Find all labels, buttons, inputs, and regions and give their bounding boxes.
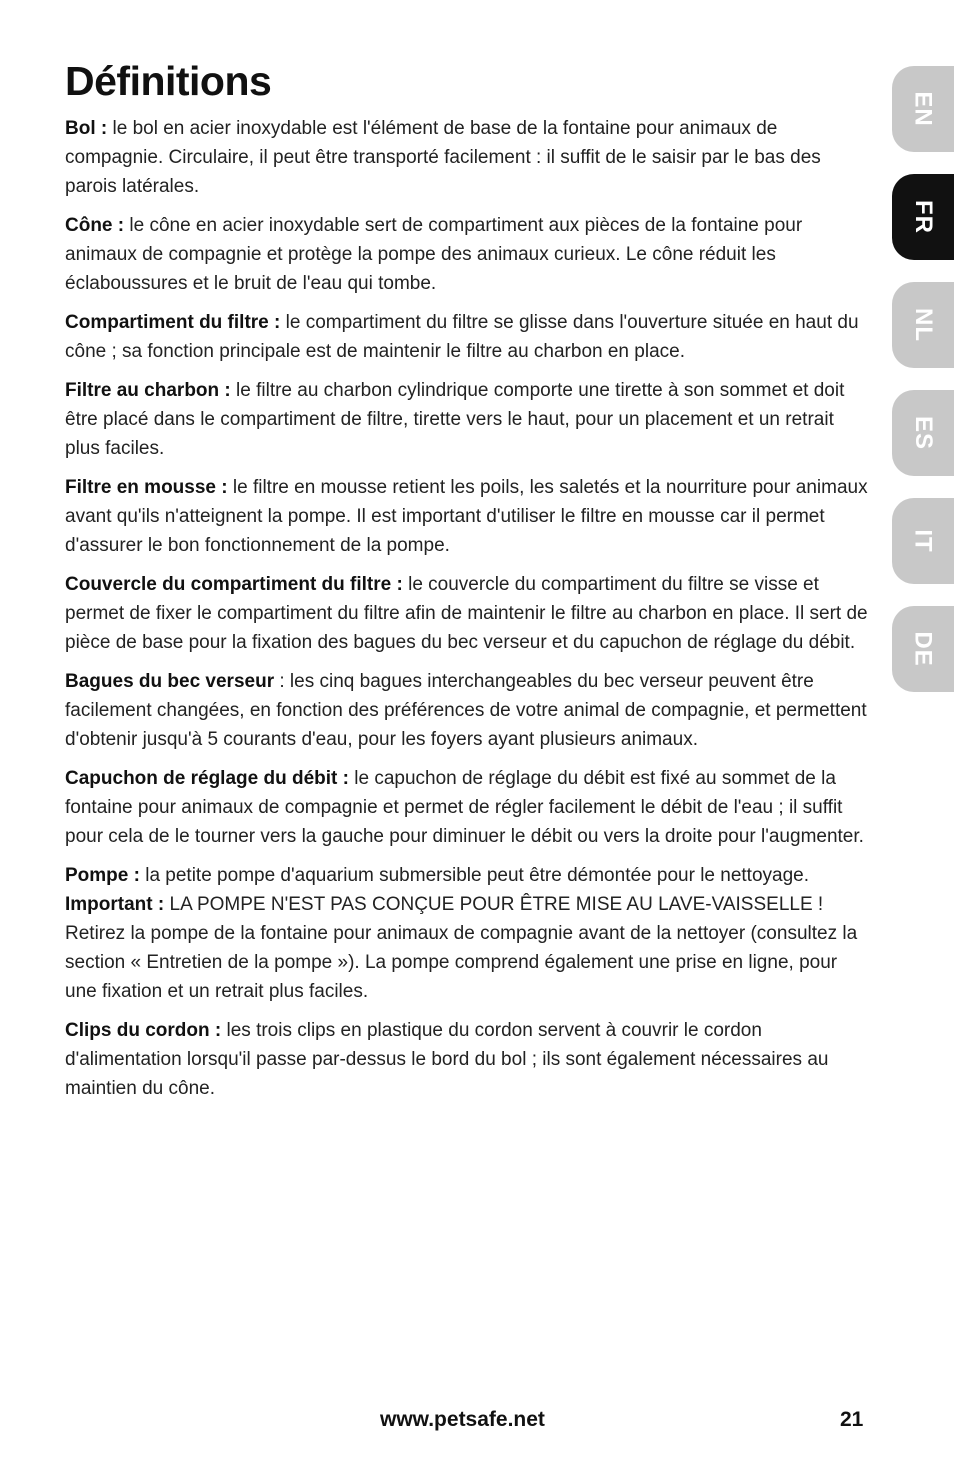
definition-bol <box>65 114 870 201</box>
definition-text: le bol en acier inoxydable est l'élément de base de la fontaine pour animaux de compagnie. Circulaire, il peut être transporté facilement : il suffit de le saisir par le bas des parois latérales. <box>65 118 821 197</box>
definition-term: Cône : <box>65 215 125 236</box>
definition-term: Filtre au charbon : <box>65 380 231 401</box>
definition-filtre-charbon <box>65 376 870 463</box>
definitions-list <box>65 114 870 1113</box>
definition-text: : les cinq bagues interchangeables du bec verseur peuvent être facilement changées, en fonction des préférences de votre animal de compagnie, et permettent d'obtenir jusqu'à 5 courants d'eau, pour les foyers ayant plusieurs animaux. <box>65 671 867 750</box>
definition-term: Couvercle du compartiment du filtre : <box>65 574 403 595</box>
footer-url: www.petsafe.net <box>380 1408 545 1431</box>
definition-bagues <box>65 667 870 754</box>
tab-es[interactable] <box>892 390 954 476</box>
page-number: 21 <box>840 1408 864 1431</box>
tab-it[interactable] <box>892 498 954 584</box>
tab-label: NL <box>910 308 937 342</box>
definition-text: le cône en acier inoxydable sert de compartiment aux pièces de la fontaine pour animaux de compagnie et protège la pompe des animaux curieux. Le cône réduit les éclaboussures et le bruit de l'eau qui tombe. <box>65 215 803 294</box>
definition-pompe <box>65 861 870 1006</box>
definition-term: Filtre en mousse : <box>65 477 228 498</box>
tab-label: DE <box>910 631 937 667</box>
definition-text: le couvercle du compartiment du filtre se visse et permet de fixer le compartiment du filtre afin de maintenir le filtre au charbon en place. Il sert de pièce de base pour la fixation des bagues du bec verseur et du capuchon de réglage du débit. <box>65 574 868 653</box>
tab-en[interactable] <box>892 66 954 152</box>
definition-text: la petite pompe d'aquarium submersible peut être démontée pour le nettoyage. <box>139 865 809 886</box>
definition-term: Bagues du bec verseur <box>65 671 275 692</box>
tab-fr[interactable] <box>892 174 954 260</box>
definition-text: le capuchon de réglage du débit est fixé au sommet de la fontaine pour animaux de compagnie et permet de régler facilement le débit de l'eau ; il suffit pour cela de le tourner vers la gauche pour diminuer le débit ou vers la droite pour l'augmenter. <box>65 768 864 847</box>
tab-de[interactable] <box>892 606 954 692</box>
definition-text-after: LA POMPE N'EST PAS CONÇUE POUR ÊTRE MISE AU LAVE-VAISSELLE ! Retirez la pompe de la fontaine pour animaux de compagnie avant de la nettoyer (consultez la section « Entretien de la pompe »). La pompe comprend également une prise en ligne, pour une fixation et un retrait plus faciles. <box>65 894 858 1002</box>
definition-filtre-mousse <box>65 473 870 560</box>
definition-text: le compartiment du filtre se glisse dans l'ouverture située en haut du cône ; sa fonction principale est de maintenir le filtre au charbon en place. <box>65 312 859 362</box>
definition-term: Capuchon de réglage du débit : <box>65 768 349 789</box>
definition-text: les trois clips en plastique du cordon servent à couvrir le cordon d'alimentation lorsqu'il passe par-dessus le bord du bol ; ils sont également nécessaires au maintien du cône. <box>65 1020 829 1099</box>
definition-text: le filtre en mousse retient les poils, les saletés et la nourriture pour animaux avant qu'ils n'atteignent la pompe. Il est important d'utiliser le filtre en mousse car il permet d'assurer le bon fonctionnement de la pompe. <box>65 477 868 556</box>
definition-cone <box>65 211 870 298</box>
definition-clips <box>65 1016 870 1103</box>
page-title: Définitions <box>65 58 272 104</box>
tab-label: EN <box>910 91 937 127</box>
tab-label: FR <box>910 200 937 234</box>
definition-term: Compartiment du filtre : <box>65 312 281 333</box>
tab-label: IT <box>909 529 937 553</box>
definition-term: Bol : <box>65 118 108 139</box>
tab-nl[interactable] <box>892 282 954 368</box>
definition-text: le filtre au charbon cylindrique comporte une tirette à son sommet et doit être placé dans le compartiment de filtre, tirette vers le haut, pour un placement et un retrait plus faciles. <box>65 380 845 459</box>
definition-term: Clips du cordon : <box>65 1020 222 1041</box>
tab-label: ES <box>909 415 937 451</box>
definition-compartiment-filtre <box>65 308 870 366</box>
definition-capuchon <box>65 764 870 851</box>
important-label: Important : <box>65 894 165 915</box>
definition-term: Pompe : <box>65 865 140 886</box>
definition-couvercle <box>65 570 870 657</box>
